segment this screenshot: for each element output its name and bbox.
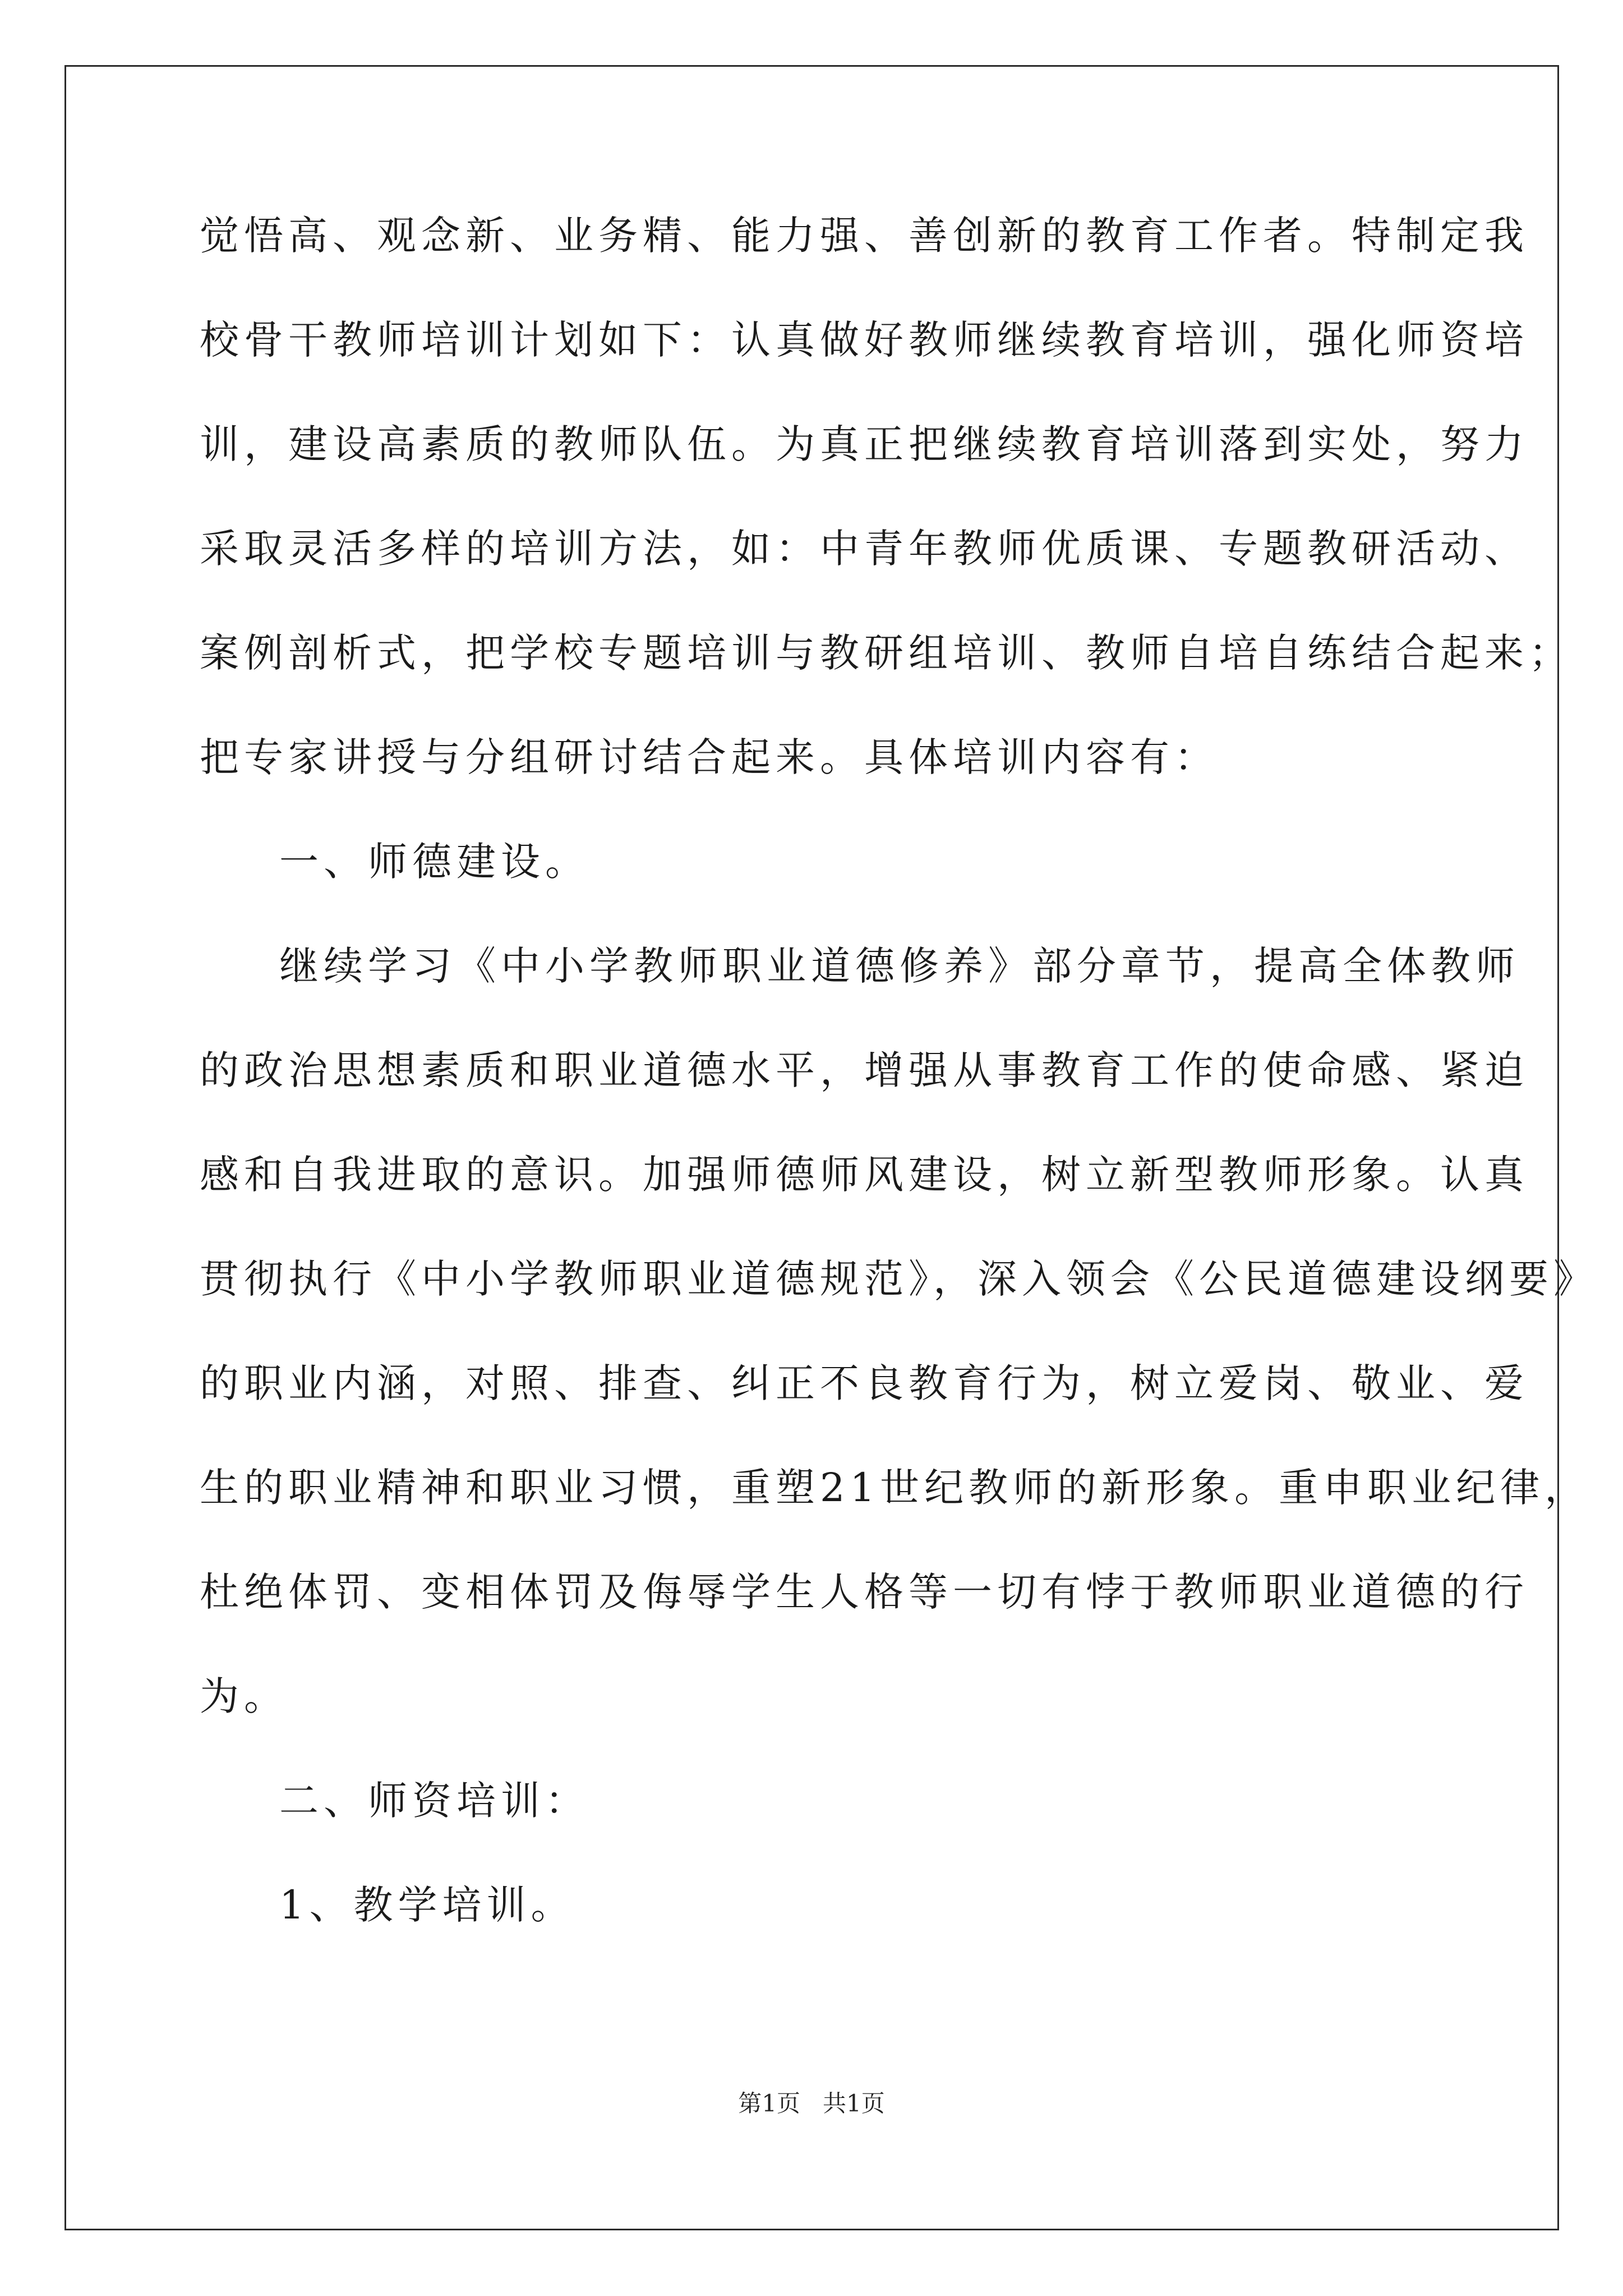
text-line: 校骨干教师培训计划如下：认真做好教师继续教育培训，强化师资培 xyxy=(200,317,1529,363)
text-line: 案例剖析式，把学校专题培训与教研组培训、教师自培自练结合起来； xyxy=(200,630,1573,676)
text-line: 采取灵活多样的培训方法，如：中青年教师优质课、专题教研活动、 xyxy=(200,526,1529,572)
text-line: 感和自我进取的意识。加强师德师风建设，树立新型教师形象。认真 xyxy=(200,1152,1529,1198)
text-line: 继续学习《中小学教师职业道德修养》部分章节，提高全体教师 xyxy=(279,943,1520,989)
text-line: 把专家讲授与分组研讨结合起来。具体培训内容有： xyxy=(200,734,1219,780)
text-line: 生的职业精神和职业习惯，重塑21世纪教师的新形象。重申职业纪律， xyxy=(200,1465,1589,1511)
text-line: 杜绝体罚、变相体罚及侮辱学生人格等一切有悖于教师职业道德的行 xyxy=(200,1569,1529,1615)
subsection-heading: 1、教学培训。 xyxy=(279,1882,575,1928)
text-line: 为。 xyxy=(200,1673,288,1719)
section-heading: 二、师资培训： xyxy=(279,1778,589,1824)
text-line: 的政治思想素质和职业道德水平，增强从事教育工作的使命感、紧迫 xyxy=(200,1047,1529,1093)
text-line: 的职业内涵，对照、排查、纠正不良教育行为，树立爱岗、敬业、爱 xyxy=(200,1360,1529,1406)
text-line: 贯彻执行《中小学教师职业道德规范》，深入领会《公民道德建设纲要》 xyxy=(200,1256,1598,1302)
text-line: 觉悟高、观念新、业务精、能力强、善创新的教育工作者。特制定我 xyxy=(200,213,1529,259)
text-line: 训，建设高素质的教师队伍。为真正把继续教育培训落到实处，努力 xyxy=(200,421,1529,467)
section-heading: 一、师德建设。 xyxy=(279,839,589,885)
page-number-footer: 第1页 共1页 xyxy=(738,2090,885,2117)
